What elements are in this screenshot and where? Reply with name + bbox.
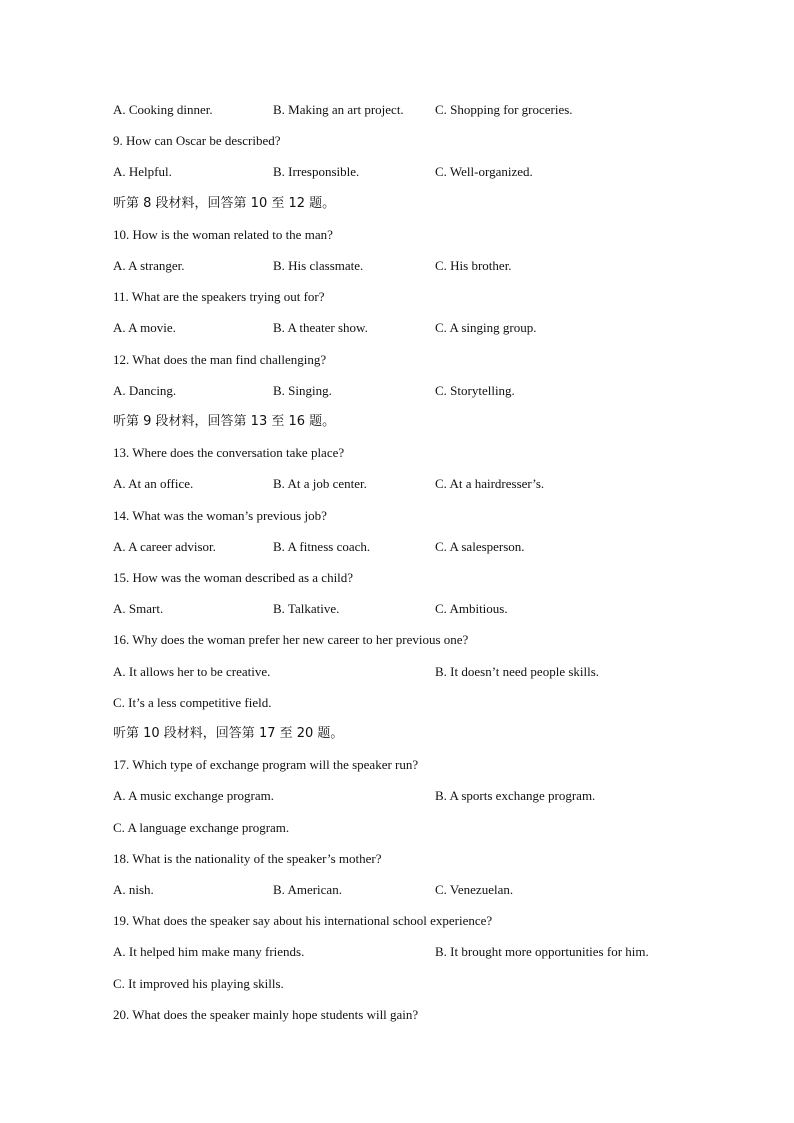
question-line <box>113 444 344 462</box>
question-text: 20. What does the speaker mainly hope students will gain? <box>113 1006 419 1022</box>
question-text: 15. How was the woman described as a child? <box>113 570 354 585</box>
question-text: C. A language exchange program. <box>113 819 290 835</box>
section-instruction-text: 听第 8 段材料，回答第 10 至 12 题。 <box>113 195 336 211</box>
answer-option-b: B. It doesn’t need people skills. <box>435 663 600 679</box>
answer-option-b: B. American. <box>273 882 342 897</box>
answer-option-b: B. At a job center. <box>273 476 367 492</box>
question-line <box>113 507 327 525</box>
question-text: 12. What does the man find challenging? <box>113 351 327 367</box>
answer-option-c: C. At a hairdresser’s. <box>435 476 545 492</box>
question-line <box>113 975 284 993</box>
question-text: C. It’s a less competitive field. <box>113 694 272 710</box>
question-line <box>113 819 289 837</box>
answer-option-a: A. A stranger. <box>113 258 185 273</box>
answer-option-a: A. A movie. <box>113 320 176 336</box>
question-line <box>113 226 333 244</box>
answer-option-a: A. It allows her to be creative. <box>113 663 271 679</box>
question-text: 13. Where does the conversation take place? <box>113 445 345 461</box>
answer-option-c: C. Storytelling. <box>435 382 515 398</box>
answer-option-b: B. Singing. <box>273 382 332 398</box>
section-instruction-text: 听第 10 段材料，回答第 17 至 20 题。 <box>113 726 344 741</box>
question-line <box>113 850 381 868</box>
question-line <box>113 631 468 649</box>
answer-option-a: A. It helped him make many friends. <box>113 944 305 960</box>
answer-option-a: A. Helpful. <box>113 164 172 180</box>
answer-option-a: A. Smart. <box>113 601 164 617</box>
question-text: 19. What does the speaker say about his international school experience? <box>113 913 493 929</box>
answer-option-a: A. At an office. <box>113 476 194 492</box>
answer-option-b: B. A sports exchange program. <box>435 788 596 804</box>
question-line <box>113 132 280 150</box>
answer-option-c: C. Ambitious. <box>435 601 508 617</box>
question-text: C. It improved his playing skills. <box>113 975 284 991</box>
question-text: 10. How is the woman related to the man? <box>113 226 333 242</box>
answer-option-c: C. A salesperson. <box>435 538 525 554</box>
question-text: 18. What is the nationality of the speaker’s mother? <box>113 850 382 866</box>
answer-option-c: C. His brother. <box>435 258 512 273</box>
answer-option-b: B. His classmate. <box>273 258 364 273</box>
answer-option-a: A. A career advisor. <box>113 538 216 554</box>
question-text: 14. What was the woman’s previous job? <box>113 507 327 523</box>
answer-option-b: B. Irresponsible. <box>273 164 360 180</box>
section-instruction <box>113 725 343 743</box>
question-text: 17. Which type of exchange program will the speaker run? <box>113 757 419 773</box>
answer-option-c: C. Venezuelan. <box>435 882 514 897</box>
question-text: 11. What are the speakers trying out for? <box>113 289 325 305</box>
question-line <box>113 569 353 587</box>
question-line <box>113 912 492 930</box>
question-line <box>113 694 272 712</box>
question-line <box>113 351 326 369</box>
answer-option-b: B. Talkative. <box>273 601 340 617</box>
question-text: 9. How can Oscar be described? <box>113 133 281 149</box>
answer-option-b: B. A fitness coach. <box>273 538 371 554</box>
section-instruction-text: 听第 9 段材料，回答第 13 至 16 题。 <box>113 414 336 429</box>
answer-option-b: B. A theater show. <box>273 320 368 336</box>
section-instruction <box>113 413 335 431</box>
answer-option-a: A. A music exchange program. <box>113 788 275 804</box>
answer-option-a: A. Cooking dinner. <box>113 102 213 117</box>
section-instruction <box>113 195 335 213</box>
answer-option-c: C. Well-organized. <box>435 164 533 180</box>
answer-option-b: B. It brought more opportunities for him. <box>435 944 649 960</box>
answer-option-c: C. Shopping for groceries. <box>435 102 573 117</box>
question-line <box>113 288 325 306</box>
question-line <box>113 756 418 774</box>
answer-option-a: A. nish. <box>113 882 154 897</box>
question-line <box>113 1006 418 1024</box>
answer-option-c: C. A singing group. <box>435 320 537 336</box>
answer-option-b: B. Making an art project. <box>273 102 404 117</box>
question-text: 16. Why does the woman prefer her new career to her previous one? <box>113 632 469 648</box>
answer-option-a: A. Dancing. <box>113 382 177 398</box>
